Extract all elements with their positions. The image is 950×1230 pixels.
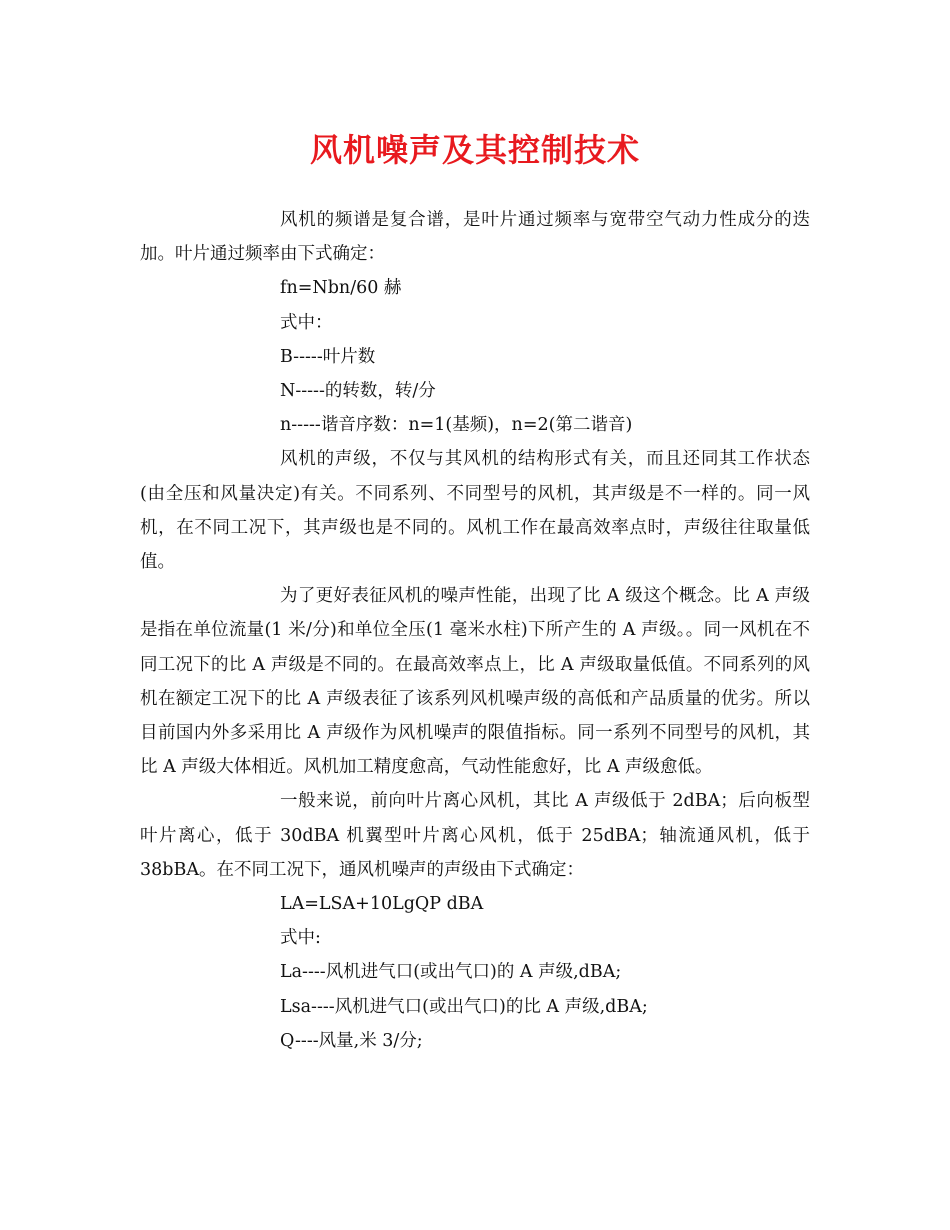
formula-line: La----风机进气口(或出气口)的 A 声级,dBA; [280,962,622,983]
formula-line: N-----的转数，转/分 [280,381,436,402]
paragraph: 风机的频谱是复合谱，是叶片通过频率与宽带空气动力性成分的迭加。叶片通过频率由下式确定： [140,210,810,265]
formula-line: LA=LSA+10LgQP dBA [280,894,484,915]
document-body [140,203,810,1058]
paragraph: 风机的声级，不仅与其风机的结构形式有关，而且还同其工作状态(由全压和风量决定)有关。不同系列、不同型号的风机，其声级是不一样的。同一风机，在不同工况下，其声级也是不同的。风机工作在最高效率点时，声级往往取量低值。 [140,449,810,573]
formula-line: 式中: [280,928,321,949]
page-title: 风机噪声及其控制技术 [309,131,640,169]
formula-line: B-----叶片数 [280,346,376,367]
paragraph: 一般来说，前向叶片离心风机，其比 A 声级低于 2dBA；后向板型叶片离心，低于 30dBA 机翼型叶片离心风机，低于 25dBA；轴流通风机，低于 38bBA。在不同工况下，通风机噪声的声级由下式确定： [140,791,810,880]
paragraph: 为了更好表征风机的噪声性能，出现了比 A 级这个概念。比 A 声级是指在单位流量(1 米/分)和单位全压(1 毫米水柱)下所产生的 A 声级。。同一风机在不同工况下的比 A 声级是不同的。在最高效率点上，比 A 声级取量低值。不同系列的风机在额定工况下的比 A 声级表征了该系列风机噪声级的高低和产品质量的优劣。所以目前国内外多采用比 A 声级作为风机噪声的限值指标。同一系列不同型号的风机，其比 A 声级大体相近。风机加工精度愈高，气动性能愈好，比 A 声级愈低。 [140,586,810,778]
formula-line: Q----风量,米 3/分; [280,1030,423,1051]
formula-line: fn=Nbn/60 赫 [280,278,402,299]
formula-line: 式中： [280,312,333,333]
formula-line: n-----谐音序数：n=1(基频)，n=2(第二谐音) [280,415,633,436]
formula-line: Lsa----风机进气口(或出气口)的比 A 声级,dBA; [280,996,648,1017]
